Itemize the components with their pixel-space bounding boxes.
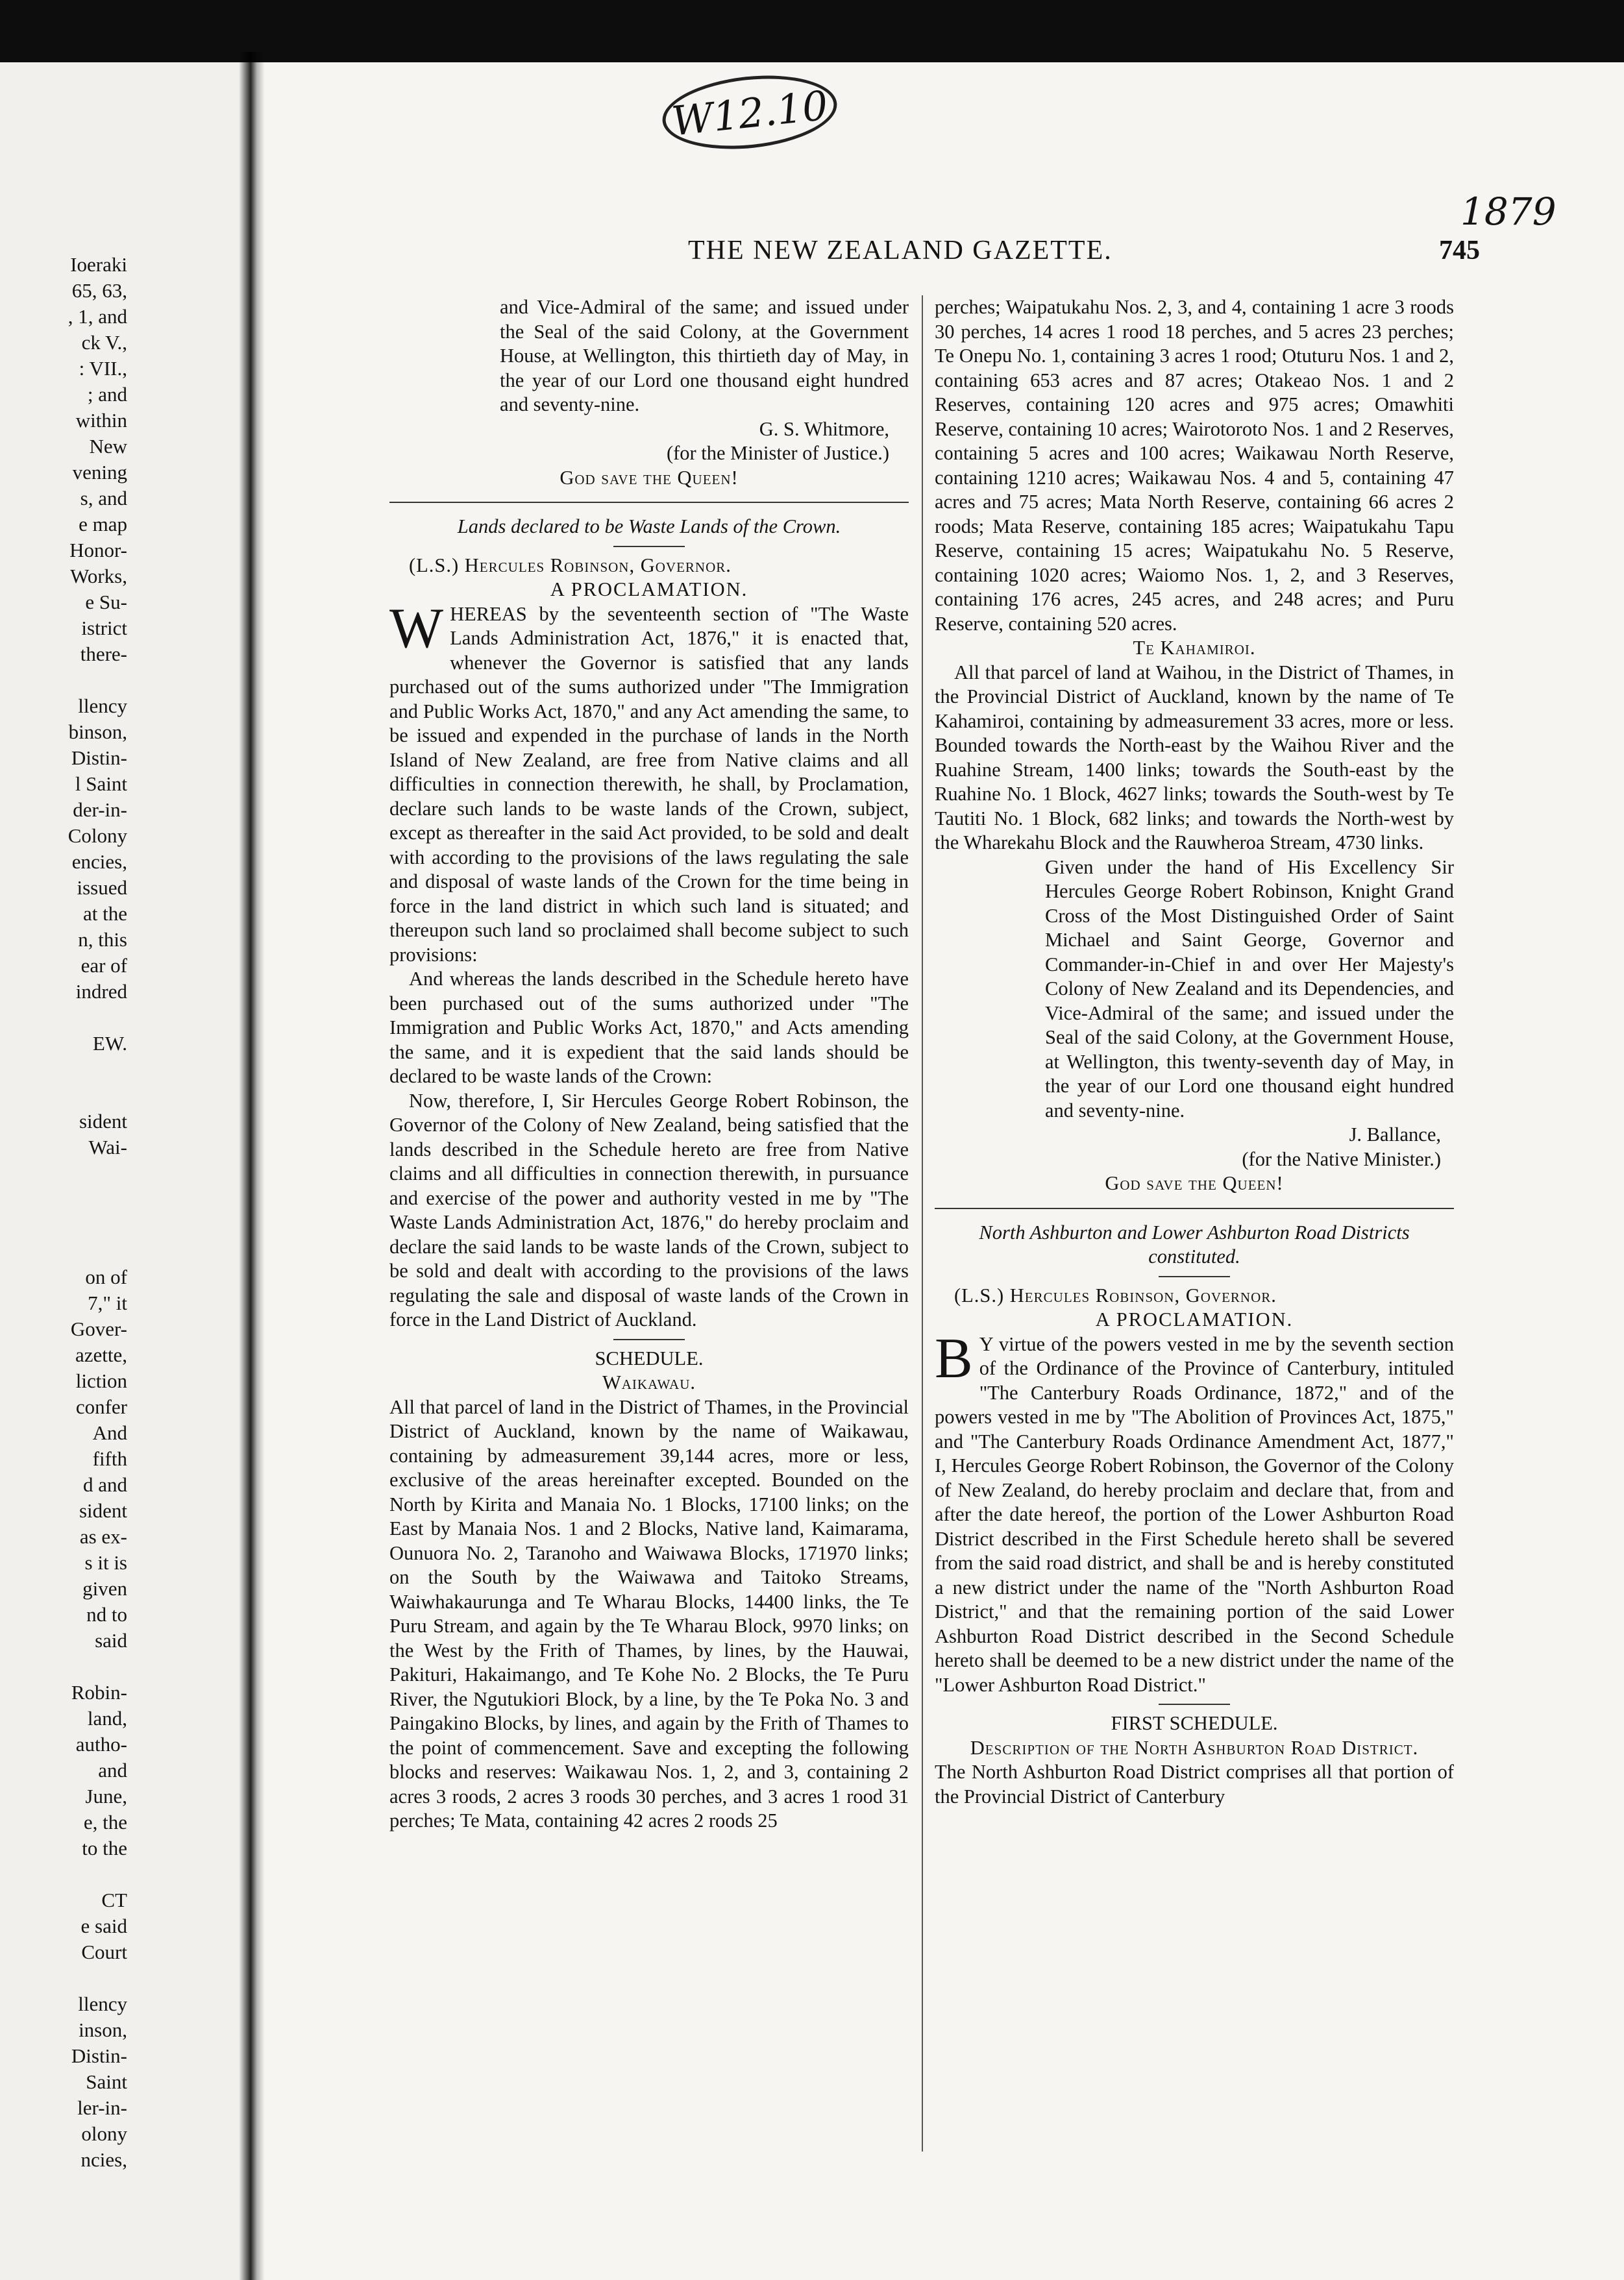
fragment-line: Wai-: [88, 1136, 127, 1158]
fragment-line: And: [92, 1421, 127, 1444]
fragment-line: New: [89, 435, 127, 458]
fragment-line: [56, 1160, 127, 1186]
fragment-line: within: [75, 409, 127, 432]
description-title: Description of the North Ashburton Road District.: [970, 1736, 1419, 1759]
fragment-line: there-: [80, 643, 127, 665]
fragment-line: sident: [79, 1499, 127, 1522]
signature-role: (for the Native Minister.): [1242, 1147, 1441, 1170]
fragment-line: confer: [75, 1395, 127, 1418]
fragment-line: [56, 1057, 127, 1083]
fragment-line: encies,: [71, 850, 127, 873]
fragment-line: e map: [79, 513, 127, 535]
fragment-line: vening: [72, 461, 127, 484]
fragment-line: ncies,: [80, 2148, 127, 2171]
whereas-text: HEREAS by the seventeenth section of "The Waste Lands Administration Act, 1876," it is enacted that, whenever the Governor is satisfied that any lands purchased out of the sums authorized under "The Immigration and Public Works Act, 1870," and any Act amending the same, to be issued and expended in the purchase of lands in the North Island of New Zealand, are free from Native claims and all difficulties in connection therewith, he shall, by Proclamation, declare such lands to be waste lands of the Crown, subject, except as thereafter in the said Act provided, to be sold and dealt with according to the provisions of the laws regulating the sale and disposal of waste lands of the Crown for the time being in force in the land district in which such land is situated; and thereupon such land so proclaimed shall become subject to such provisions:: [389, 602, 909, 966]
by-virtue-text: Y virtue of the powers vested in me by the seventh section of the Ordinance of the Province of Canterbury, intituled "The Canterbury Roads Ordinance, 1872," and of the powers vested in me by "The Abolition of Provinces Act, 1875," and "The Canterbury Roads Ordinance Amendment Act, 1877," I, Hercules George Robert Robinson, the Governor of the Colony of New Zealand, do hereby proclaim and declare that, from and after the date hereof, the portion of the Lower Ashburton Road District described in the First Schedule hereto shall be severed from the said road district, and shall be and is hereby constituted a new district under the name of the "North Ashburton Road District," and that the remaining portion of the said Lower Ashburton Road District described in the Second Schedule hereto shall be deemed to be a new district under the name of the "Lower Ashburton Road District.": [935, 1332, 1454, 1696]
drop-cap: B: [935, 1327, 973, 1390]
fragment-line: Robin-: [71, 1681, 127, 1704]
fragment-line: Ioeraki: [70, 253, 127, 276]
ls-governor-line: (L.S.) Hercules Robinson, Governor.: [954, 1284, 1277, 1306]
whereas-paragraph: [389, 596, 909, 968]
te-kahamiroi-paragraph: All that parcel of land at Waihou, in the District of Thames, in the Provincial District of Auckland, known by the name of Te Kahamiroi, containing by admeasurement 33 acres, more or less. Bounded towards the North-east by the Waihou River and the Ruahine Stream, 1400 links; towards the South-east by the Ruahine No. 1 Block, 4627 links; towards the South-west by Te Tautiti No. 1 Block, 682 links; and towards the North-west by the Wharekahu Block and the Rauwheroa Stream, 4730 links.: [935, 661, 1454, 853]
fragment-line: EW.: [92, 1032, 127, 1055]
right-column: [935, 295, 1454, 1809]
section-rule: [389, 502, 909, 503]
fragment-line: June,: [85, 1785, 127, 1808]
fragment-line: Honor-: [69, 539, 127, 561]
fragment-line: as ex-: [79, 1525, 127, 1548]
fragment-line: [56, 1965, 127, 1991]
ls-governor-line: (L.S.) Hercules Robinson, Governor.: [409, 554, 732, 576]
fragment-line: [56, 1083, 127, 1109]
fragment-line: [56, 1861, 127, 1887]
fragment-line: Distin-: [71, 746, 127, 769]
given-under-paragraph: Given under the hand of His Excellency Sir Hercules George Robert Robinson, Knight Grand Cross of the Most Distinguished Order of Saint Michael and Saint George, Governor and Commander-in-Chief in and over Her Majesty's Colony of New Zealand and its Dependencies, and Vice-Admiral of the same; and issued under the Seal of the said Colony, at the Government House, at Wellington, this twenty-seventh day of May, in the year of our Lord one thousand eight hundred and seventy-nine.: [1045, 855, 1454, 1122]
fragment-line: indred: [75, 980, 127, 1003]
fragment-line: ; and: [87, 383, 127, 406]
fragment-line: e, the: [83, 1811, 127, 1833]
fragment-line: Court: [81, 1941, 127, 1963]
fragment-line: d and: [82, 1473, 127, 1496]
fragment-line: s, and: [80, 487, 127, 509]
fragment-line: : VII.,: [79, 357, 127, 380]
proclamation-heading: A PROCLAMATION.: [1095, 1308, 1294, 1330]
schedule-paragraph: All that parcel of land in the District of Thames, in the Provincial District of Auckland, known by the name of Waikawau, containing by admeasurement 39,144 acres, more or less, exclusive of the areas hereinafter excepted. Bounded on the North by Kirita and Manaia No. 1 Blocks, 17100 links; on the East by Manaia Nos. 1 and 2 Blocks, Native land, Kaimarama, Ounuora No. 2, Taranoho and Waiwawa Blocks, 171970 links; on the South by the Waiwawa and Taitoko Streams, Waiwhakaurunga and Te Wharau Blocks, 14400 links, the Te Puru Stream, and again by the Te Wharau Block, 9970 links; on the West by the Frith of Thames, by lines, by the Hauwai, Pakituri, Hakaimango, and Te Kohe No. 2 Blocks, the Te Puru River, the Ngutukiori Block, by a line, by the Te Poka No. 3 and Paingakino Blocks, by lines, and again by the Frith of Thames to the point of commencement. Save and excepting the following blocks and reserves: Waikawau Nos. 1, 2, and 3, containing 2 acres 3 roods, 2 acres 3 roods 30 perches, and 3 acres 1 rood 31 perches; Te Mata, containing 42 acres 2 roods 25: [389, 1395, 909, 1832]
drop-cap: W: [389, 596, 444, 660]
short-rule: [1159, 1704, 1230, 1705]
short-rule: [613, 546, 685, 547]
section-title: North Ashburton and Lower Ashburton Road Districts constituted.: [979, 1221, 1410, 1268]
fragment-line: autho-: [75, 1733, 127, 1756]
fragment-line: [56, 1238, 127, 1264]
page-header: [376, 227, 1480, 273]
fragment-line: CT: [101, 1889, 127, 1911]
district-paragraph: The North Ashburton Road District comprises all that portion of the Provincial District of Canterbury: [935, 1761, 1454, 1808]
fragment-line: Works,: [70, 565, 127, 587]
fragment-line: [56, 1186, 127, 1212]
fragment-line: s it is: [84, 1551, 127, 1574]
god-save-the-queen: God save the Queen!: [1105, 1172, 1284, 1194]
fragment-line: 65, 63,: [71, 279, 127, 302]
signature-role: (for the Minister of Justice.): [666, 442, 889, 464]
fragment-line: [56, 1212, 127, 1238]
fragment-line: Colony: [68, 824, 127, 847]
fragment-line: and: [98, 1759, 127, 1782]
fragment-line: ear of: [80, 954, 127, 977]
fragment-line: e said: [80, 1915, 127, 1937]
fragment-line: at the: [83, 902, 127, 925]
binding-shadow: [239, 52, 265, 2280]
fragment-line: issued: [77, 876, 127, 899]
fragment-line: [56, 667, 127, 693]
page-number: 745: [1439, 236, 1480, 265]
fragment-line: binson,: [68, 720, 127, 743]
signature-name: J. Ballance,: [1349, 1123, 1441, 1146]
fragment-line: , 1, and: [68, 305, 127, 328]
schedule-subtitle: Waikawau.: [602, 1371, 696, 1393]
fragment-line: l Saint: [75, 772, 127, 795]
fragment-line: given: [82, 1577, 127, 1600]
fragment-line: on of: [85, 1266, 127, 1288]
schedule-title: SCHEDULE.: [595, 1347, 704, 1369]
fragment-line: land,: [87, 1707, 127, 1730]
fragment-line: [56, 1005, 127, 1031]
fragment-line: azette,: [75, 1343, 127, 1366]
fragment-line: liction: [75, 1369, 127, 1392]
fragment-line: nd to: [86, 1603, 127, 1626]
fragment-line: fifth: [92, 1447, 127, 1470]
fragment-line: Gover-: [70, 1318, 127, 1340]
fragment-line: olony: [81, 2122, 127, 2145]
te-kahamiroi-heading: Te Kahamiroi.: [1133, 637, 1256, 659]
fragment-line: Saint: [86, 2070, 127, 2093]
proclamation-heading: A PROCLAMATION.: [550, 578, 748, 600]
column-divider: [922, 295, 923, 2151]
and-whereas-paragraph: And whereas the lands described in the Schedule hereto have been purchased out of the sums authorized under "The Immigration and Public Works Act, 1870," and Acts amending the same, and it is expedient that the said lands should be declared to be waste lands of the Crown:: [389, 968, 909, 1087]
fragment-line: n, this: [78, 928, 127, 951]
short-rule: [1159, 1276, 1230, 1277]
fragment-line: said: [95, 1629, 127, 1652]
page-binding-area: [0, 62, 260, 2280]
fragment-line: istrict: [81, 617, 127, 639]
handwritten-circled-note: W12.10: [659, 67, 841, 157]
section-rule: [935, 1208, 1454, 1209]
left-column: [389, 295, 909, 1833]
schedule-continuation: perches; Waipatukahu Nos. 2, 3, and 4, containing 1 acre 3 roods 30 perches, 14 acres 1 rood 18 perches, and 5 acres 23 perches; Te Onepu No. 1, containing 3 acres 1 rood; Otuturu Nos. 1 and 2, containing 653 acres and 87 acres; Otakeao Nos. 1 and 2 Reserves, containing 120 acres and 975 acres; Omawhiti Reserve, containing 10 acres; Wairotoroto Nos. 1 and 2 Reserves, containing 5 acres and 100 acres; Waikawau North Reserve, containing 1210 acres; Waikawau Nos. 4 and 5, containing 47 acres and 75 acres; Mata North Reserve, containing 66 acres 2 roods; Mata Reserve, containing 185 acres; Waipatukahu Tapu Reserve, containing 15 acres; Waipatukahu No. 5 Reserve, containing 1020 acres; Waiomo Nos. 1, 2, and 3 Reserves, containing 176 acres, 245 acres, and 248 acres; and Puru Reserve, containing 520 acres.: [935, 296, 1454, 635]
fragment-line: llency: [78, 694, 127, 717]
fragment-line: inson,: [79, 2018, 127, 2041]
masthead: THE NEW ZEALAND GAZETTE.: [688, 236, 1113, 265]
fragment-line: der-in-: [73, 798, 127, 821]
signature-name: G. S. Whitmore,: [759, 417, 889, 440]
fragment-line: 7," it: [88, 1292, 127, 1314]
fragment-line: sident: [79, 1110, 127, 1133]
short-rule: [613, 1339, 685, 1340]
fragment-line: ler-in-: [77, 2096, 127, 2119]
fragment-line: Distin-: [71, 2044, 127, 2067]
god-save-the-queen: God save the Queen!: [560, 466, 739, 489]
handwritten-year-note: 1879: [1460, 190, 1556, 234]
proclamation-continuation: and Vice-Admiral of the same; and issued under the Seal of the said Colony, at the Government House, at Wellington, this thirtieth day of May, in the year of our Lord one thousand eight hundred and seventy-nine.: [500, 296, 909, 415]
fragment-line: ck V.,: [81, 331, 127, 354]
fragment-line: [56, 1654, 127, 1680]
now-therefore-paragraph: Now, therefore, I, Sir Hercules George Robert Robinson, the Governor of the Colony of New Zealand, being satisfied that the lands described in the Schedule hereto are free from Native claims and all difficulties in connection therewith, in pursuance and exercise of the power and authority vested in me by "The Waste Lands Administration Act, 1876," do hereby proclaim and declare the said lands to be waste lands of the Crown, subject to be sold and dealt with according to the provisions of the laws regulating the sale and disposal of waste lands of the Crown in force in the Land District of Auckland.: [389, 1089, 909, 1330]
by-virtue-paragraph: [935, 1327, 1454, 1698]
fragment-line: e Su-: [85, 591, 127, 613]
fragment-line: to the: [82, 1837, 127, 1859]
facing-page-fragments: [56, 252, 127, 2173]
first-schedule-title: FIRST SCHEDULE.: [1111, 1712, 1278, 1734]
fragment-line: llency: [78, 1992, 127, 2015]
section-title: Lands declared to be Waste Lands of the Crown.: [457, 515, 841, 537]
